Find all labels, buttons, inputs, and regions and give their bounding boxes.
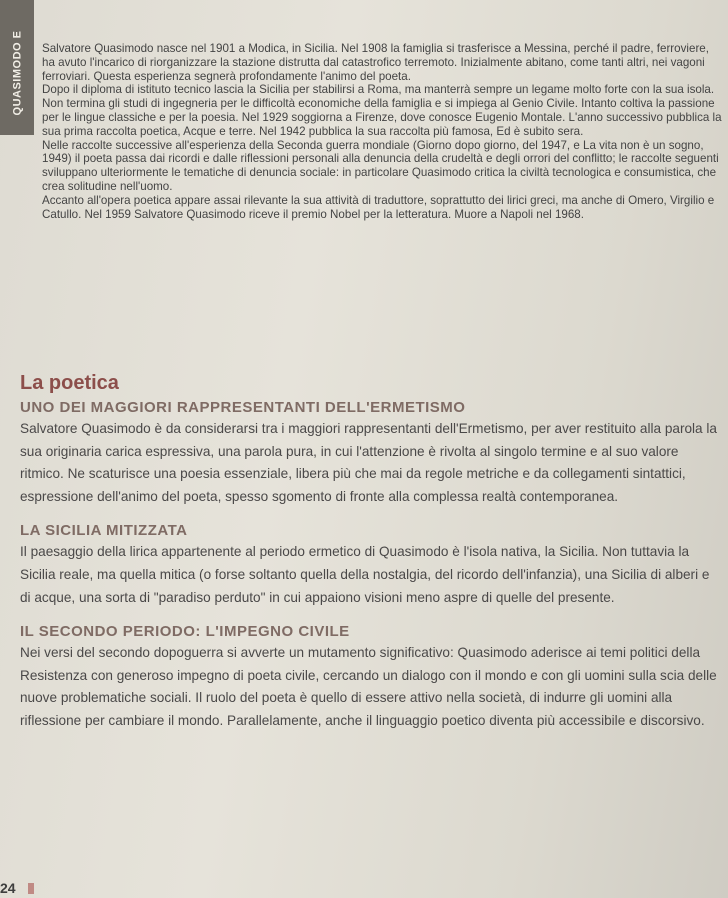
page-number-marker bbox=[28, 883, 34, 894]
bio-paragraph: Nelle raccolte successive all'esperienza della Seconda guerra mondiale (Giorno dopo giorno, del 1947, e La vita non è un sogno, 1949) il poeta passa dai ricordi e dalle riflessioni personali alla denuncia della crudeltà e degli orrori del conflitto; le raccolte seguenti sviluppano ulteriormente le tematiche di denuncia sociale: in particolare Quasimodo critica la civiltà tecnologica e consumistica, che crea solitudine nell'uomo. bbox=[42, 138, 719, 193]
section-title: La poetica bbox=[20, 372, 119, 394]
chapter-sidebar-label: QUASIMODO E bbox=[11, 30, 24, 115]
biography-block bbox=[42, 42, 722, 221]
subheading: IL SECONDO PERIODO: L'IMPEGNO CIVILE bbox=[20, 623, 350, 641]
section-paragraph: Salvatore Quasimodo è da considerarsi tra i maggiori rappresentanti dell'Ermetismo, per aver restituito alla parola la sua originaria carica espressiva, una parola pura, in cui l'attenzione è rivolta al singolo termine e al suo valore ritmico. Ne scaturisce una poesia essenziale, libera più che mai da regole metriche e da collegamenti sintattici, espressione dell'animo del poeta, spesso sgomento di fronte alla complessa realtà contemporanea. bbox=[20, 421, 717, 504]
section-paragraph: Il paesaggio della lirica appartenente al periodo ermetico di Quasimodo è l'isola nativa, la Sicilia. Non tuttavia la Sicilia reale, ma quella mitica (o forse soltanto quella della nostalgia, del ricordo dell'infanzia), una Sicilia di alberi e di acque, una sorta di "paradiso perduto" in cui appaiono visioni meno aspre di quelle del presente. bbox=[20, 544, 710, 605]
page-number: 24 bbox=[0, 880, 16, 896]
chapter-sidebar-tab bbox=[0, 0, 34, 135]
poetica-section bbox=[18, 372, 723, 747]
bio-paragraph: Dopo il diploma di istituto tecnico lascia la Sicilia per stabilirsi a Roma, ma manterrà sempre un legame molto forte con la sua isola. Non termina gli studi di ingegneria per le difficoltà economiche della famiglia e si impiega al Genio Civile. Intanto coltiva la passione per le lingue classiche e per la poesia. Nel 1929 soggiorna a Firenze, dove conosce Eugenio Montale. L'anno successivo pubblica la sua prima raccolta poetica, Acque e terre. Nel 1942 pubblica la sua raccolta più famosa, Ed è subito sera. bbox=[42, 83, 722, 138]
bio-paragraph: Accanto all'opera poetica appare assai rilevante la sua attività di traduttore, soprattutto dei lirici greci, ma anche di Omero, Virgilio e Catullo. Nel 1959 Salvatore Quasimodo riceve il premio Nobel per la letteratura. Muore a Napoli nel 1968. bbox=[42, 193, 715, 221]
subheading: UNO DEI MAGGIORI RAPPRESENTANTI DELL'ERMETISMO bbox=[20, 399, 466, 416]
section-paragraph: Nei versi del secondo dopoguerra si avverte un mutamento significativo: Quasimodo aderisce ai temi politici della Resistenza con generoso impegno di poeta civile, cercando un dialogo con il mondo e con gli uomini sulla scia delle nuove problematiche sociali. Il ruolo del poeta è quello di essere attivo nella società, di indurre gli uomini alla riflessione per cambiare il mondo. Parallelamente, anche il linguaggio poetico diventa più accessibile e discorsivo. bbox=[20, 645, 717, 728]
subheading: LA SICILIA MITIZZATA bbox=[20, 522, 188, 540]
bio-paragraph: Salvatore Quasimodo nasce nel 1901 a Modica, in Sicilia. Nel 1908 la famiglia si trasferisce a Messina, perché il padre, ferroviere, ha avuto l'incarico di riorganizzare la stazione distrutta dal catastrofico terremoto. Inizialmente abitano, come tanti altri, nei vagoni ferroviari. Questa esperienza segnerà profondamente l'animo del poeta. bbox=[42, 42, 709, 83]
